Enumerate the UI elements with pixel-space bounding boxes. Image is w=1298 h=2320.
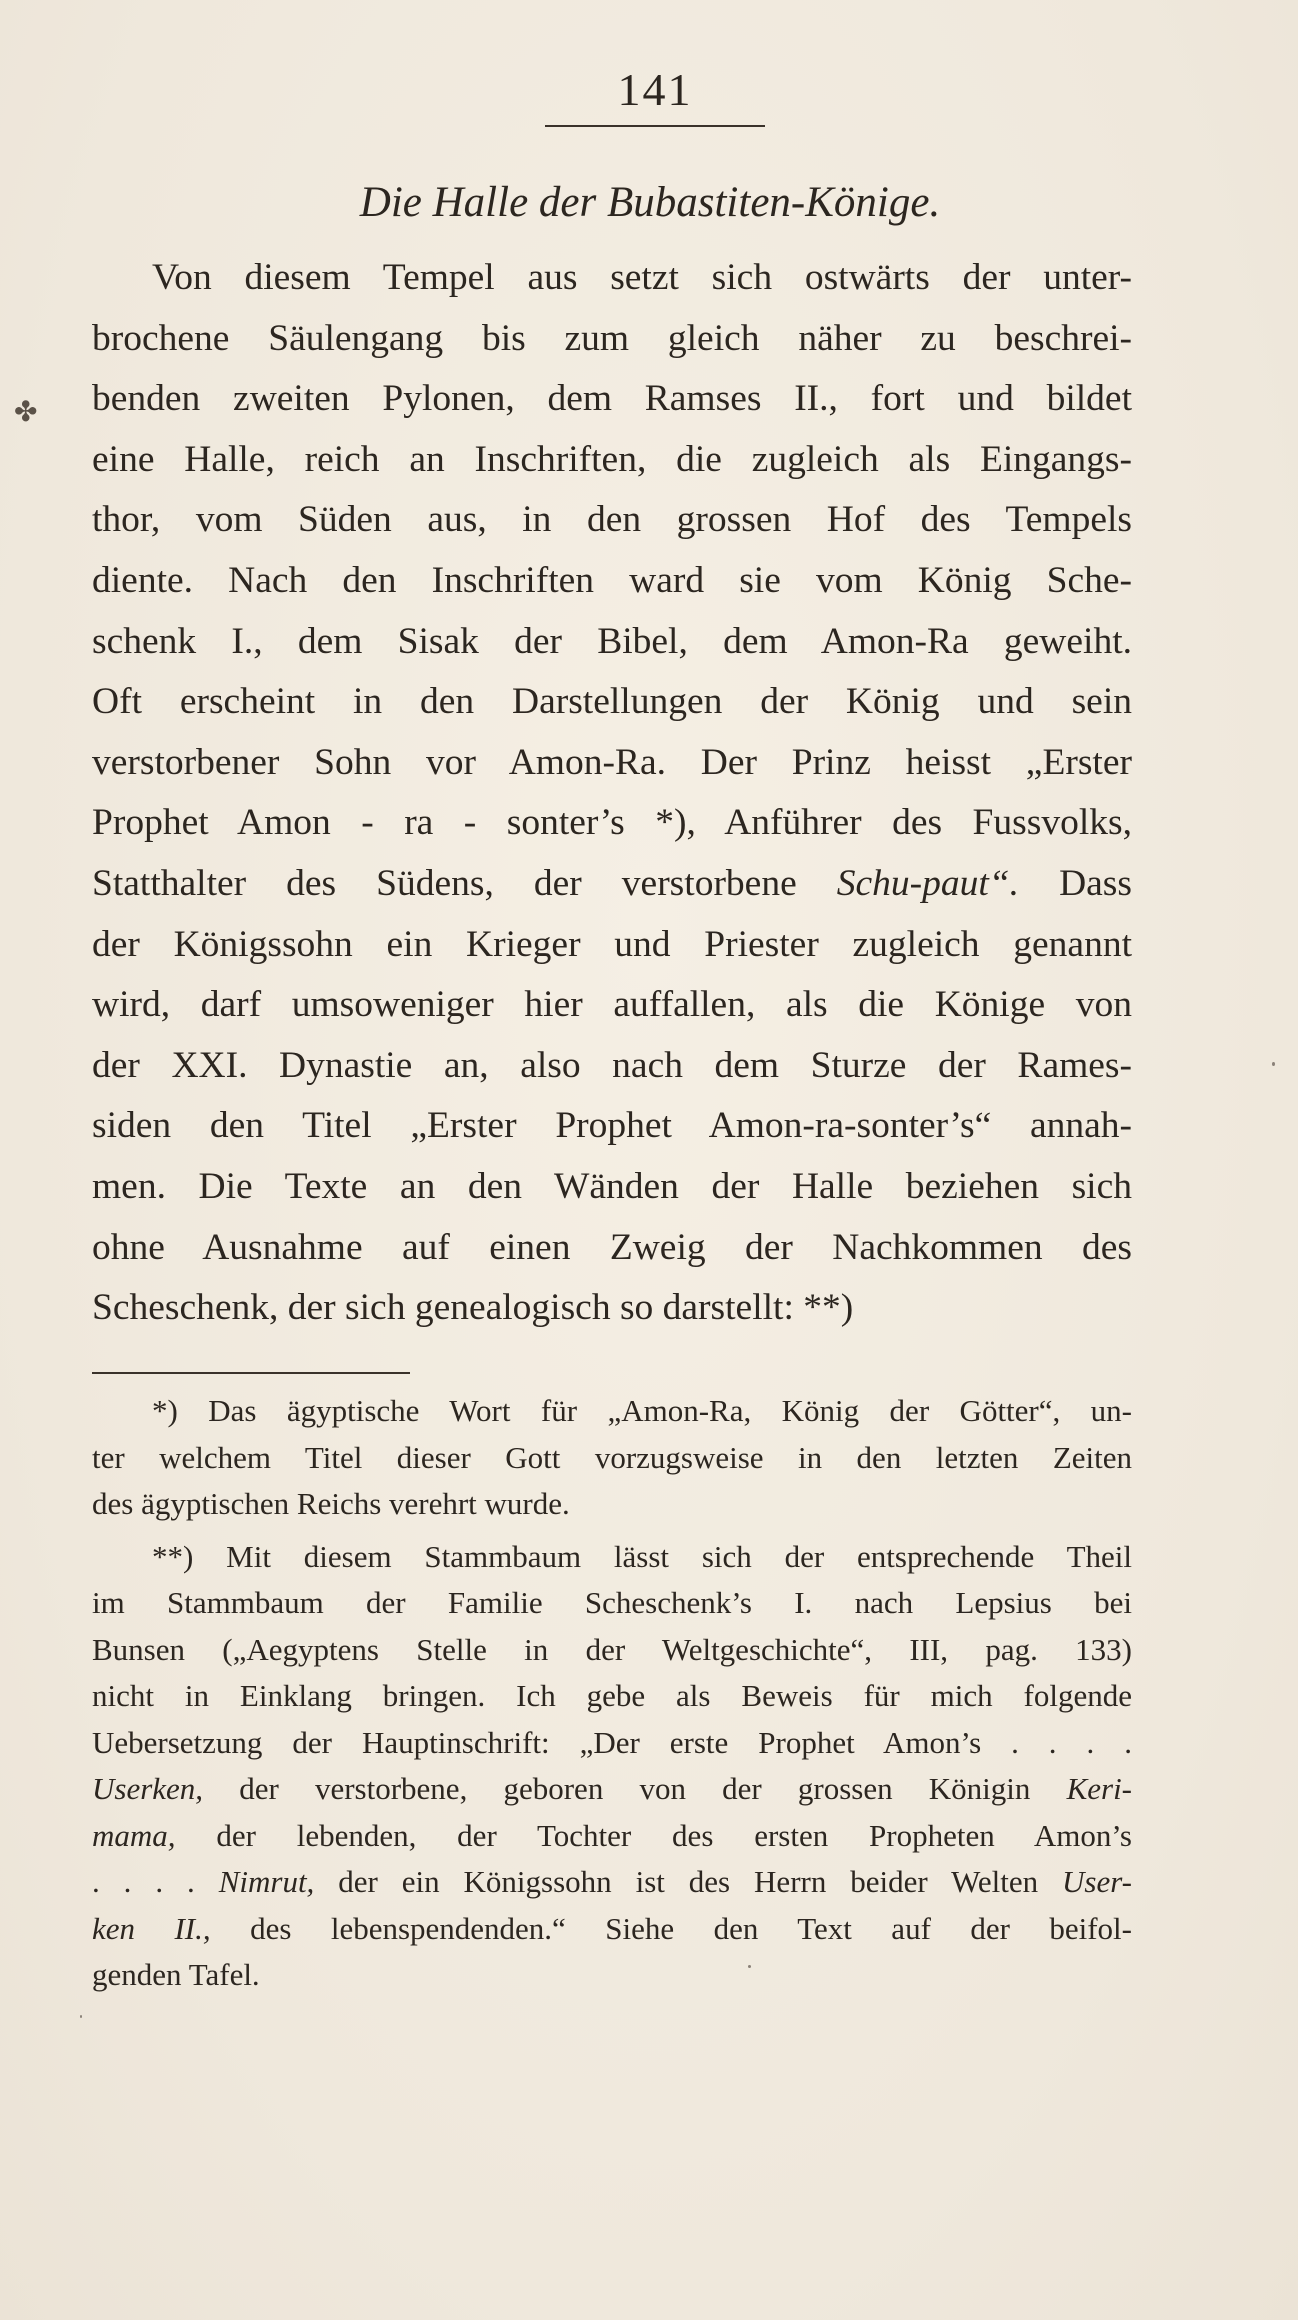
footnote-line: Bunsen („Aegyptens Stelle in der Weltgeschichte“, III, pag. 133) [92,1631,1132,1667]
body-line: der Königssohn ein Krieger und Priester zugleich genannt [92,923,1132,965]
body-text-segment: Dass [1019,862,1132,904]
footnote-line: im Stammbaum der Familie Scheschenk’s I. nach Lepsius bei [92,1585,1132,1620]
body-line: schenk I., dem Sisak der Bibel, dem Amon-Ra geweiht. [92,620,1132,662]
page-number: 141 [617,64,693,115]
body-line: eine Halle, reich an Inschriften, die zugleich als Eingangs- [92,438,1132,480]
body-line: diente. Nach den Inschriften ward sie vom König Sche- [92,559,1132,601]
body-line: Von diesem Tempel aus setzt sich ostwärts der unter- [152,257,1132,298]
paper-speck [80,2015,82,2018]
italic-name: Userken, [92,1771,204,1806]
footnote-line: Uebersetzung der Hauptinschrift: „Der erste Prophet Amon’s . . . . [92,1724,1132,1760]
footnote-line [92,1859,1132,1906]
footnote-line: genden Tafel. [92,1957,260,1992]
footnote-line [92,1906,1132,1953]
body-line: thor, vom Süden aus, in den grossen Hof des Tempels [92,499,1132,541]
body-text-segment: Statthalter des Südens, der verstorbene [92,862,837,904]
footnote-line: **) Mit diesem Stammbaum lässt sich der entsprechende Theil [152,1538,1132,1574]
body-line: der XXI. Dynastie an, also nach dem Sturze der Rames- [92,1044,1132,1086]
body-line: wird, darf umsoweniger hier auffallen, als die Könige von [92,984,1132,1026]
footnote-line: *) Das ägyptische Wort für „Amon-Ra, König der Götter“, un- [152,1393,1132,1428]
body-line: Prophet Amon - ra - sonter’s *), Anführer des Fussvolks, [92,802,1132,844]
body-line: men. Die Texte an den Wänden der Halle beziehen sich [92,1165,1132,1207]
footnote-line [92,1813,1132,1860]
footnote-text-segment: . . . . [92,1864,219,1899]
footnote-line: ter welchem Titel dieser Gott vorzugsweise in den letzten Zeiten [92,1439,1132,1475]
page-number-rule [545,125,765,127]
body-line [92,854,1132,915]
body-line: ohne Ausnahme auf einen Zweig der Nachkommen des [92,1226,1132,1268]
body-line: benden zweiten Pylonen, dem Ramses II., fort und bildet [92,378,1132,420]
italic-name: Keri- [1066,1771,1132,1806]
body-line: siden den Titel „Erster Prophet Amon-ra-sonter’s“ annah- [92,1105,1132,1147]
footnote-separator [92,1372,410,1374]
footnote-text-segment: der verstorbene, geboren von der grossen Königin [203,1771,1067,1806]
paper-speck [748,1965,751,1968]
italic-name: Schu-paut“. [836,862,1020,904]
body-line: Scheschenk, der sich genealogisch so darstellt: **) [92,1287,854,1329]
italic-name: ken II., [92,1910,211,1946]
footnote-line: nicht in Einklang bringen. Ich gebe als Beweis für mich folgende [92,1678,1132,1713]
body-line: Oft erscheint in den Darstellungen der König und sein [92,681,1132,723]
footnote-text-segment: der lebenden, der Tochter des ersten Propheten Amon’s [175,1817,1132,1853]
footnote-text-segment: des lebenspendenden.“ Siehe den Text auf der beifol- [210,1910,1132,1946]
body-line: brochene Säulengang bis zum gleich näher zu beschrei- [92,317,1132,359]
body-paragraph [92,248,1132,1339]
footnotes [92,1388,1132,1999]
paper-speck [1272,1062,1275,1066]
margin-ornament-icon: ✤ [14,397,38,428]
body-line: verstorbener Sohn vor Amon-Ra. Der Prinz heisst „Erster [92,741,1132,783]
footnote-line: des ägyptischen Reichs verehrt wurde. [92,1486,570,1521]
italic-name: Nimrut, [218,1864,315,1899]
italic-name: User- [1062,1864,1133,1899]
section-heading: Die Halle der Bubastiten-Könige. [359,179,941,226]
footnote-text-segment: der ein Königssohn ist des Herrn beider Welten [314,1864,1063,1899]
footnote-line [92,1766,1132,1813]
italic-name: mama, [92,1817,176,1853]
